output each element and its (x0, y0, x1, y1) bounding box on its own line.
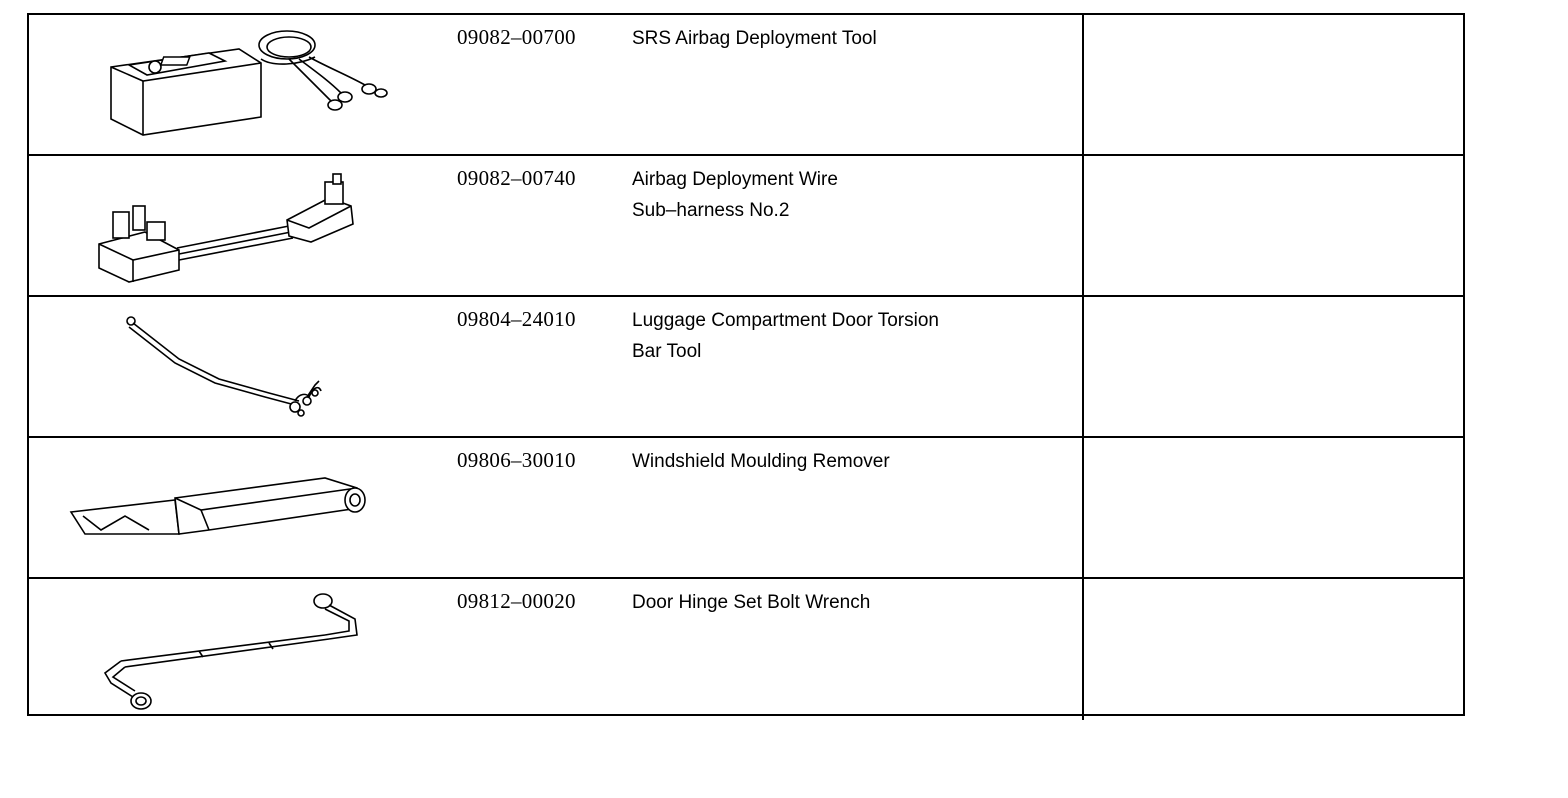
tool-name-line: SRS Airbag Deployment Tool (632, 28, 877, 49)
part-number: 09804–24010 (457, 307, 576, 331)
tool-name-line: Door Hinge Set Bolt Wrench (632, 592, 871, 613)
moulding-remover-illustration (29, 438, 449, 577)
remarks-cell (1084, 297, 1463, 436)
part-number: 09806–30010 (457, 448, 576, 472)
tool-name-line: Windshield Moulding Remover (632, 451, 890, 472)
tool-name-line: Bar Tool (632, 341, 702, 362)
remarks-cell (1084, 579, 1463, 720)
remarks-cell (1084, 438, 1463, 577)
tool-row (29, 438, 1463, 579)
tool-name-line: Luggage Compartment Door Torsion (632, 310, 939, 331)
tool-row (29, 579, 1463, 720)
airbag-deployment-tool-illustration (29, 15, 449, 154)
tool-name (632, 305, 1052, 367)
tool-name (632, 587, 1052, 618)
part-number: 09082–00700 (457, 25, 576, 49)
tool-row (29, 156, 1463, 297)
tool-name (632, 23, 1052, 54)
tool-name (632, 164, 1052, 226)
part-number: 09812–00020 (457, 589, 576, 613)
part-number: 09082–00740 (457, 166, 576, 190)
tool-name-line: Sub–harness No.2 (632, 200, 790, 221)
tool-name-line: Airbag Deployment Wire (632, 169, 838, 190)
deployment-wire-subharness-illustration (29, 156, 449, 295)
remarks-cell (1084, 15, 1463, 154)
remarks-cell (1084, 156, 1463, 295)
tool-name (632, 446, 1052, 477)
special-tools-table (27, 13, 1465, 716)
hinge-bolt-wrench-illustration (29, 579, 449, 718)
tool-row (29, 15, 1463, 156)
torsion-bar-tool-illustration (29, 297, 449, 436)
tool-row (29, 297, 1463, 438)
